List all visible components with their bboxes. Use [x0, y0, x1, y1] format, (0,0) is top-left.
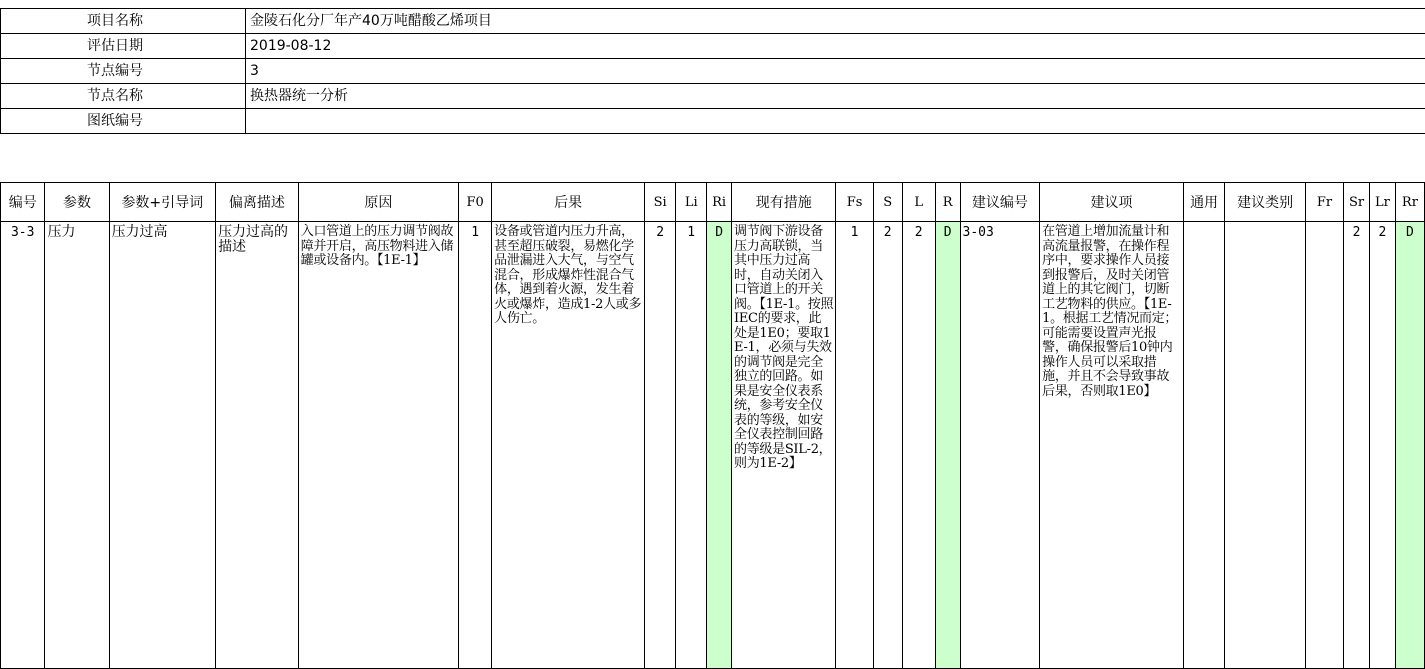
info-row-drawing-no [1, 109, 1425, 134]
header-lr: Lr [1370, 183, 1396, 222]
header-id: 编号 [1, 183, 45, 222]
header-si: Si [645, 183, 676, 222]
cell-rec-no: 3-03 [960, 222, 1040, 669]
header-rec-type: 建议类别 [1225, 183, 1306, 222]
node-no-label: 节点编号 [1, 59, 246, 84]
cell-deviation: 压力过高的描述 [216, 222, 299, 669]
header-s: S [873, 183, 902, 222]
cell-sr: 2 [1344, 222, 1370, 669]
info-row-project-name [1, 9, 1425, 34]
header-rec-no: 建议编号 [960, 183, 1040, 222]
cell-si: 2 [645, 222, 676, 669]
header-l: L [902, 183, 935, 222]
header-li: Li [676, 183, 707, 222]
cell-fr [1305, 222, 1343, 669]
header-rr: Rr [1395, 183, 1424, 222]
table-row [1, 222, 1425, 669]
node-no-value: 3 [246, 59, 1425, 84]
cell-fs: 1 [836, 222, 873, 669]
header-consequence: 后果 [492, 183, 645, 222]
cell-f0: 1 [459, 222, 492, 669]
node-name-value: 换热器统一分析 [246, 84, 1425, 109]
header-fr: Fr [1305, 183, 1343, 222]
cell-measures: 调节阀下游设备压力高联锁，当其中压力过高时，自动关闭入口管道上的开关阀。【1E-1。按照IEC的要求，此处是1E0；要取1E-1，必须与失效的调节阀是完全独立的回路。如果是安全仪表系统，参考安全仪表的等级，如安全仪表控制回路的等级是SIL-2，则为1E-2】 [732, 222, 836, 669]
header-ri: Ri [707, 183, 732, 222]
info-row-node-no [1, 59, 1425, 84]
drawing-no-label: 图纸编号 [1, 109, 246, 134]
drawing-no-value [246, 109, 1425, 134]
info-row-node-name [1, 84, 1425, 109]
cell-param-guide: 压力过高 [109, 222, 216, 669]
cell-r: D [935, 222, 960, 669]
hazop-analysis-table [0, 182, 1425, 669]
cell-lr: 2 [1370, 222, 1396, 669]
project-name-label: 项目名称 [1, 9, 246, 34]
header-fs: Fs [836, 183, 873, 222]
header-rec: 建议项 [1040, 183, 1184, 222]
eval-date-label: 评估日期 [1, 34, 246, 59]
info-row-eval-date [1, 34, 1425, 59]
cell-li: 1 [676, 222, 707, 669]
cell-rec-type [1225, 222, 1306, 669]
cell-s: 2 [873, 222, 902, 669]
cell-rr: D [1395, 222, 1424, 669]
cell-consequence: 设备或管道内压力升高，甚至超压破裂，易燃化学品泄漏进入大气，与空气混合，形成爆炸性混合气体，遇到着火源，发生着火或爆炸，造成1-2人或多人伤亡。 [492, 222, 645, 669]
cell-l: 2 [902, 222, 935, 669]
project-name-value: 金陵石化分厂年产40万吨醋酸乙烯项目 [246, 9, 1425, 34]
header-param-guide: 参数+引导词 [109, 183, 216, 222]
header-r: R [935, 183, 960, 222]
eval-date-value: 2019-08-12 [246, 34, 1425, 59]
header-deviation: 偏离描述 [216, 183, 299, 222]
header-f0: F0 [459, 183, 492, 222]
cell-general [1183, 222, 1224, 669]
header-sr: Sr [1344, 183, 1370, 222]
project-info-table [0, 8, 1425, 134]
header-param: 参数 [45, 183, 109, 222]
header-measures: 现有措施 [732, 183, 836, 222]
node-name-label: 节点名称 [1, 84, 246, 109]
cell-rec: 在管道上增加流量计和高流量报警，在操作程序中，要求操作人员接到报警后，及时关闭管道上的其它阀门，切断工艺物料的供应。【1E-1。根据工艺情况而定；可能需要设置声光报警，确保报警后10钟内操作人员可以采取措施，并且不会导致事故后果，否则取1E0】 [1040, 222, 1184, 669]
cell-id: 3-3 [1, 222, 45, 669]
cell-ri: D [707, 222, 732, 669]
cell-param: 压力 [45, 222, 109, 669]
header-row [1, 183, 1425, 222]
cell-cause: 入口管道上的压力调节阀故障并开启，高压物料进入储罐或设备内。【1E-1】 [298, 222, 458, 669]
header-general: 通用 [1183, 183, 1224, 222]
header-cause: 原因 [298, 183, 458, 222]
